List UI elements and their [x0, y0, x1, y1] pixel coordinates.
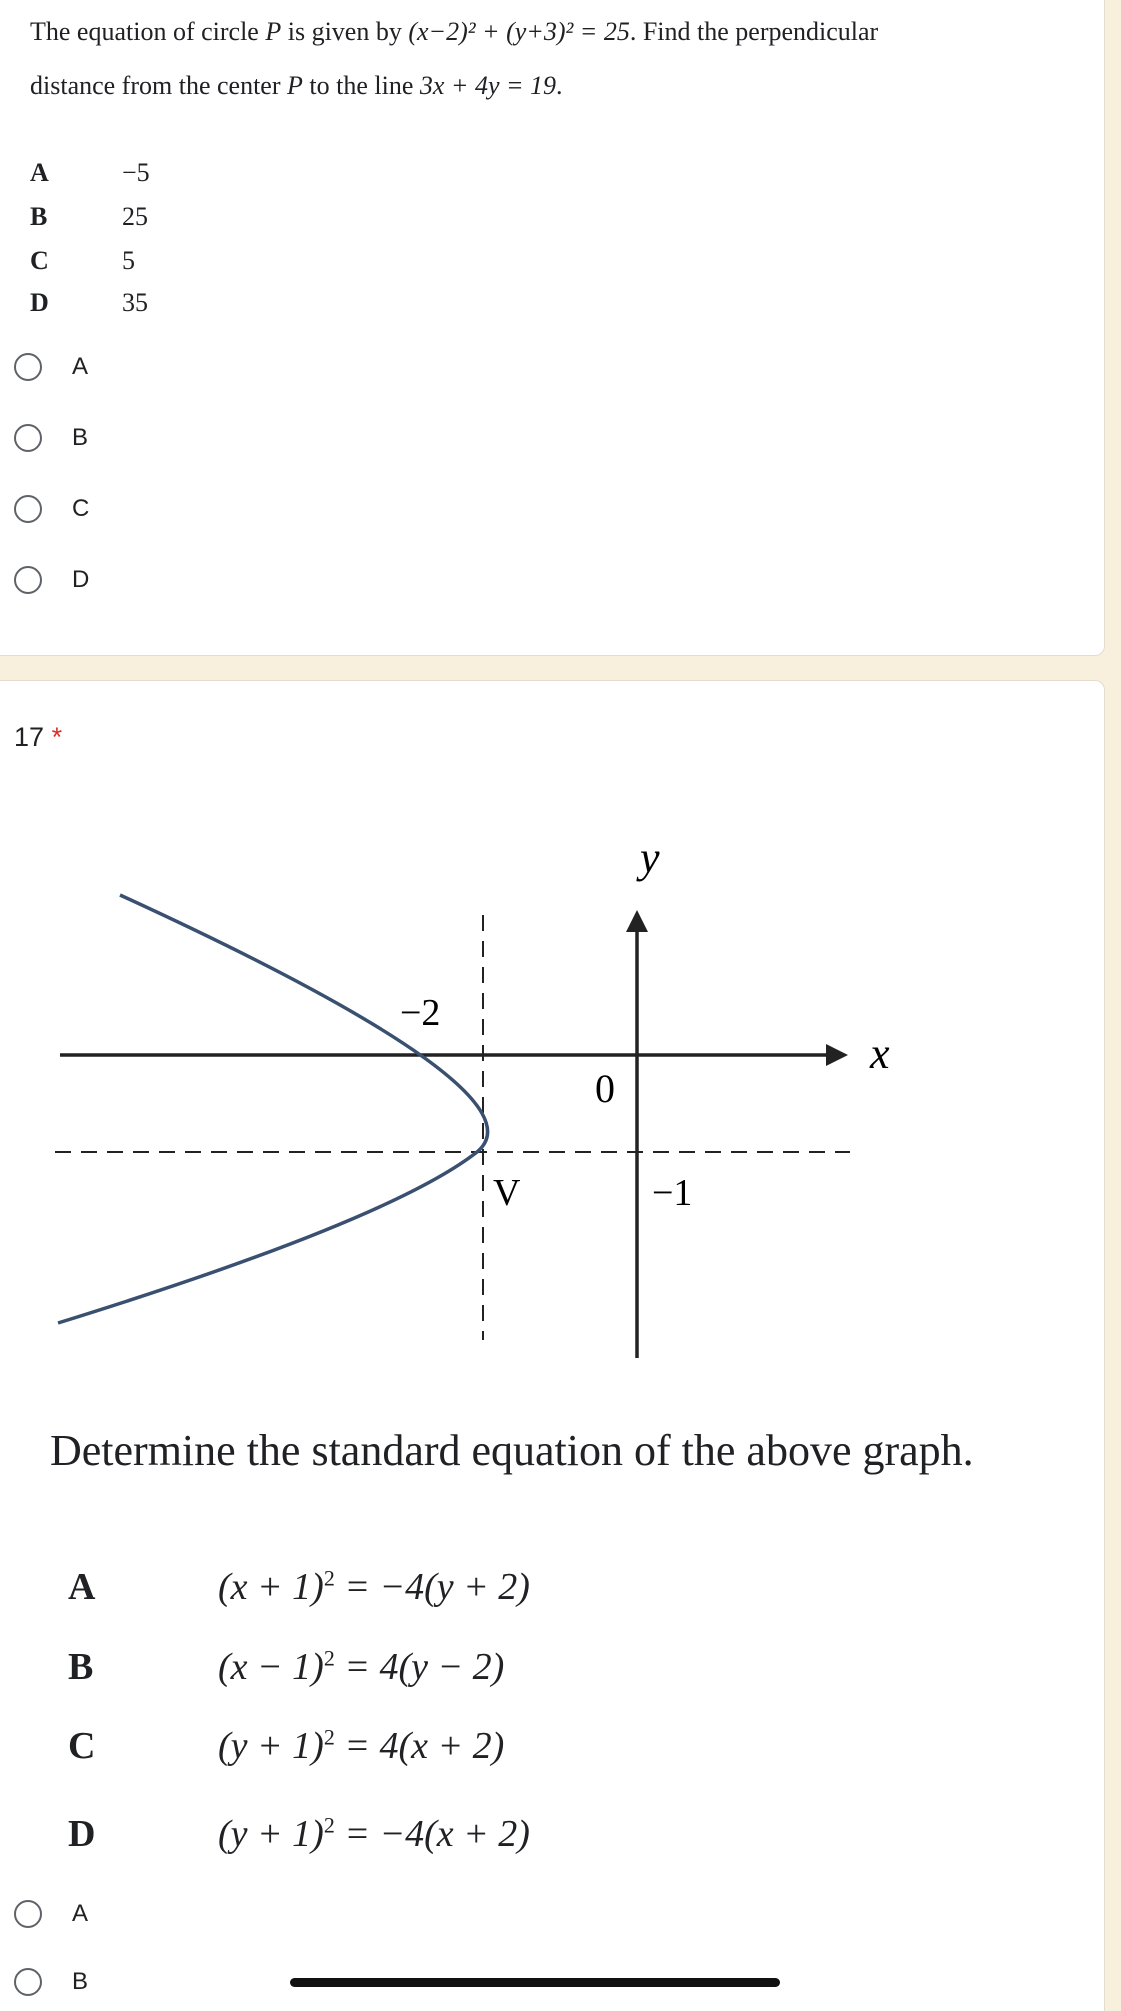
question-card-16	[0, 0, 1105, 656]
origin-label: 0	[595, 1066, 615, 1111]
question-prompt: Determine the standard equation of the above graph.	[50, 1426, 974, 1475]
question-number: 17 *	[14, 722, 63, 752]
radio-button[interactable]	[14, 566, 42, 594]
circle-equation: (x−2)² + (y+3)² = 25	[408, 17, 630, 46]
line-equation: 3x + 4y = 19	[419, 71, 557, 100]
radio-choice-b[interactable]: B	[14, 1962, 88, 2002]
vertex-label: V	[493, 1172, 521, 1214]
radio-button[interactable]	[14, 495, 42, 523]
parabola-graph	[0, 830, 900, 1370]
x-value-label: −2	[400, 992, 441, 1034]
home-indicator[interactable]	[290, 1978, 780, 1987]
y-value-label: −1	[652, 1172, 693, 1214]
radio-choice-a[interactable]: A	[14, 1894, 88, 1934]
radio-button[interactable]	[14, 424, 42, 452]
option-b: B 25	[30, 202, 148, 231]
radio-choice-b[interactable]: B	[14, 418, 88, 458]
x-axis-arrow-icon	[826, 1044, 848, 1066]
question-text-line1: The equation of circle P is given by (x−2)² + (y+3)² = 25. Find the perpendicular	[30, 17, 879, 46]
radio-choice-d[interactable]: D	[14, 560, 89, 600]
y-axis-arrow-icon	[626, 910, 648, 932]
option-d: D 35	[30, 288, 148, 317]
option-c: C 5	[30, 246, 135, 275]
radio-button[interactable]	[14, 1968, 42, 1996]
option-a: A −5	[30, 158, 150, 187]
option-a: A $(x + 1)^2 = -4(y + 2)$	[68, 1565, 530, 1608]
radio-choice-c[interactable]: C	[14, 489, 89, 529]
parabola-curve	[58, 895, 488, 1323]
radio-button[interactable]	[14, 1900, 42, 1928]
option-b: B $(x - 1)^2 = 4(y - 2)$	[68, 1645, 505, 1688]
option-d: D $(y + 1)^2 = -4(x + 2)$	[68, 1812, 530, 1855]
x-axis-label: x	[870, 1029, 890, 1078]
question-text-line2: distance from the center P to the line 3x + 4y = 19.	[30, 71, 563, 100]
radio-choice-a[interactable]: A	[14, 347, 88, 387]
radio-button[interactable]	[14, 353, 42, 381]
required-asterisk: *	[51, 722, 63, 752]
y-axis-label: y	[640, 833, 660, 882]
option-c: C $(y + 1)^2 = 4(x + 2)$	[68, 1724, 505, 1767]
